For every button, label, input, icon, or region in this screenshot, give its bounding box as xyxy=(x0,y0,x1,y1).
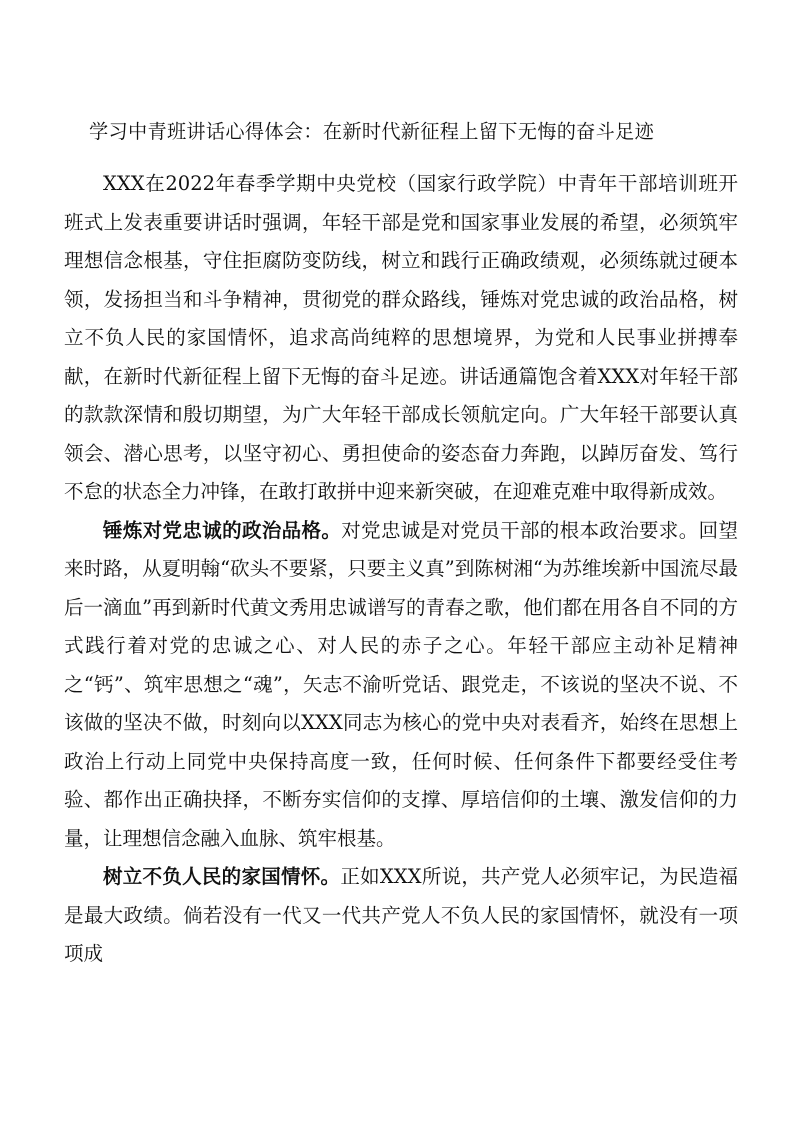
paragraph-lead: 锤炼对党忠诚的政治品格。 xyxy=(103,518,342,542)
paragraph-text: 正如XXX所说，共产党人必须牢记，为民造福是最大政绩。倘若没有一代又一代共产党人不负人民的家国情怀，就没有一项项成 xyxy=(64,865,738,965)
paragraph-lead: 树立不负人民的家国情怀。 xyxy=(103,865,341,888)
paragraph-people xyxy=(64,858,738,974)
paragraph-text: 对党忠诚是对党员干部的根本政治要求。回望来时路，从夏明翰“砍头不要紧，只要主义真”到陈树湘“为苏维埃新中国流尽最后一滴血”再到新时代黄文秀用忠诚谱写的青春之歌，他们都在用各自不同的方式践行着对党的忠诚之心、对人民的赤子之心。年轻干部应主动补足精神之“钙”、筑牢思想之“魂”，矢志不渝听党话、跟党走，不该说的坚决不说、不该做的坚决不做，时刻向以XXX同志为核心的党中央对表看齐，始终在思想上政治上行动上同党中央保持高度一致，任何时候、任何条件下都要经受住考验、都作出正确抉择，不断夯实信仰的支撑、厚培信仰的土壤、激发信仰的力量，让理想信念融入血脉、筑牢根基。 xyxy=(64,518,738,850)
paragraph-loyalty xyxy=(64,512,738,859)
document-title: 学习中青班讲话心得体会：在新时代新征程上留下无悔的奋斗足迹 xyxy=(89,120,655,143)
paragraph-intro xyxy=(64,165,738,512)
paragraph-text: XXX在2022年春季学期中央党校（国家行政学院）中青年干部培训班开班式上发表重要讲话时强调，年轻干部是党和国家事业发展的希望，必须筑牢理想信念根基，守住拒腐防变防线，树立和践行正确政绩观，必须练就过硬本领，发扬担当和斗争精神，贯彻党的群众路线，锤炼对党忠诚的政治品格，树立不负人民的家国情怀，追求高尚纯粹的思想境界，为党和人民事业拼搏奉献，在新时代新征程上留下无悔的奋斗足迹。讲话通篇饱含着XXX对年轻干部的款款深情和殷切期望，为广大年轻干部成长领航定向。广大年轻干部要认真领会、潜心思考，以坚守初心、勇担使命的姿态奋力奔跑，以踔厉奋发、笃行不怠的状态全力冲锋，在敢打敢拼中迎来新突破，在迎难克难中取得新成效。 xyxy=(64,172,738,503)
document-page xyxy=(64,118,738,974)
